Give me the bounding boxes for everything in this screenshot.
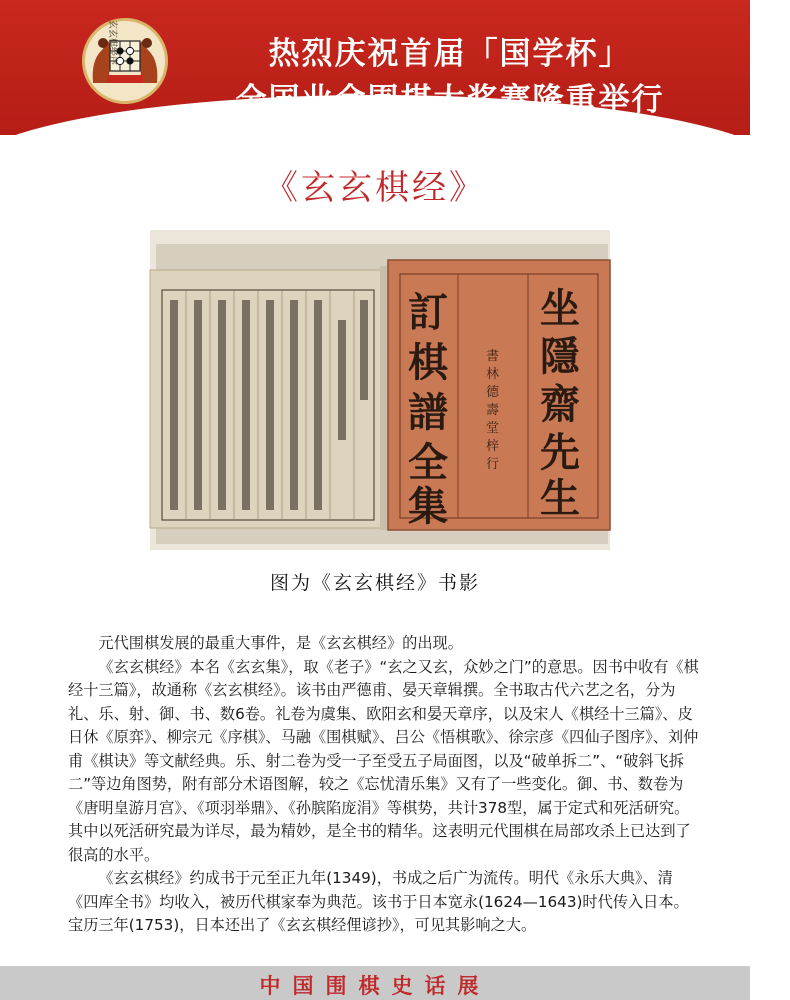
cover-title-col1: 隱 — [540, 333, 580, 380]
cover-publisher: 梓 — [486, 439, 500, 454]
cover-publisher: 堂 — [486, 421, 500, 436]
footer-title: 中国围棋史话展 — [259, 973, 491, 998]
paragraph: 元代围棋发展的最重大事件，是《玄玄棋经》的出现。 — [98, 634, 463, 652]
header-title-line1: 热烈庆祝首届「国学杯」 — [268, 36, 632, 72]
header-title-line2: 全国业余围棋大奖赛隆重举行 — [235, 82, 665, 118]
photo-caption: 图为《玄玄棋经》书影 — [269, 572, 480, 594]
paragraph: 《玄玄棋经》约成书于元至正九年(1349)，书成之后广为流传。明代《永乐大典》、清《四库全书》均收入，被历代棋家奉为典范。该书于日本宽永(1624—1643)时代传入日本。宝历三年(1753)，日本还出了《玄玄棋经俚谚抄》，可见其影响之大。 — [68, 869, 689, 934]
cover-title-col2: 訂 — [408, 289, 448, 336]
cover-title-col1: 坐 — [540, 285, 580, 332]
cover-title-col2: 全 — [408, 439, 448, 486]
cover-title-col2: 譜 — [408, 389, 448, 436]
cover-publisher: 壽 — [486, 403, 500, 418]
page-title: 《玄玄棋经》 — [264, 168, 486, 208]
cover-publisher: 林 — [486, 367, 500, 382]
cover-publisher: 書 — [486, 349, 500, 364]
article-body — [68, 632, 700, 938]
cover-title-col1: 齋 — [540, 381, 580, 428]
cover-title-col1: 生 — [540, 475, 580, 522]
cover-publisher: 行 — [486, 457, 500, 472]
cover-publisher: 德 — [486, 385, 500, 400]
cover-title-col2: 棋 — [408, 339, 448, 386]
go-board-logo-icon — [82, 18, 168, 104]
footer-banner — [0, 966, 750, 1000]
paragraph: 《玄玄棋经》本名《玄玄集》，取《老子》“玄之又玄，众妙之门”的意思。因书中收有《棋经十三篇》，故通称《玄玄棋经》。该书由严德甫、晏天章辑撰。全书取古代六艺之名，分为礼、乐、射、御、书、数6卷。礼卷为虞集、欧阳玄和晏天章序，以及宋人《棋经十三篇》、皮日休《原弈》、柳宗元《序棋》、马融《围棋赋》、吕公《悟棋歌》、徐宗彦《四仙子图序》、刘仲甫《棋诀》等文献经典。乐、射二卷为受一子至受五子局面图，以及“破单拆二”、“破斜飞拆二”等边角图势，附有部分术语图解，较之《忘忧清乐集》又有了一些变化。御、书、数卷为《唐明皇游月宫》、《项羽举鼎》、《孙膑陷庞涓》等棋势，共计378型，属于定式和死活研究。其中以死活研究最为详尽，最为精妙，是全书的精华。这表明元代围棋在局部攻杀上已达到了很高的水平。 — [68, 657, 699, 864]
cover-title-col2: 集 — [408, 483, 448, 530]
left-page-heading: 玄玄棋经序 — [107, 20, 117, 66]
cover-title-col1: 先 — [540, 429, 580, 476]
